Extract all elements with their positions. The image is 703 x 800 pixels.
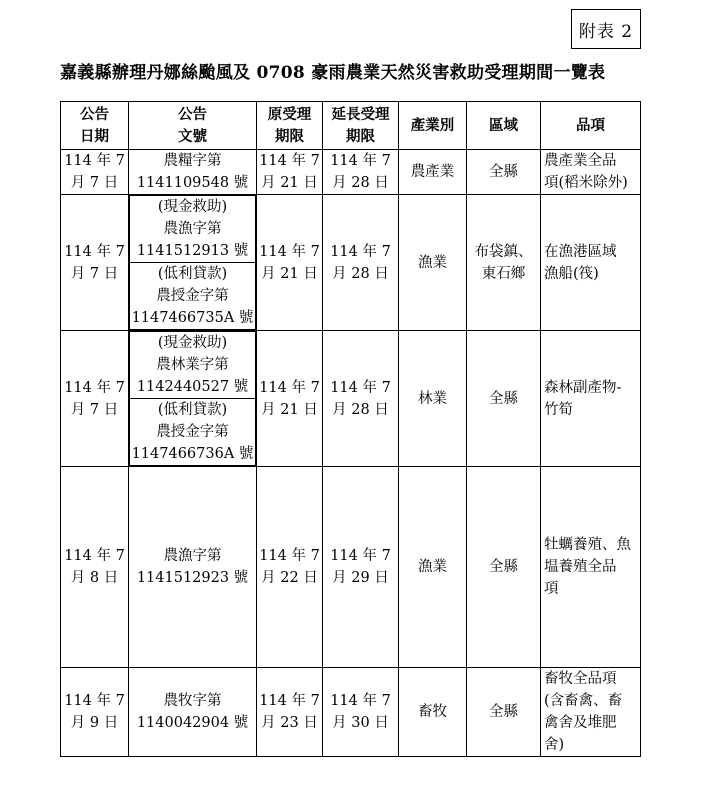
row-date: 114 年 7 月 9 日 (61, 668, 129, 757)
row-industry: 漁業 (399, 467, 467, 668)
row-item: 畜牧全品項 (含畜禽、畜 禽舍及堆肥 舍) (541, 668, 641, 757)
row-doc-split (129, 331, 257, 467)
row-doc: 農糧字第 1141109548 號 (129, 150, 257, 195)
row-date: 114 年 7 月 7 日 (61, 150, 129, 195)
header-date: 公告 日期 (61, 102, 129, 150)
table-row (61, 668, 641, 757)
row-ext-deadline: 114 年 7 月 28 日 (323, 195, 399, 331)
row-date: 114 年 7 月 7 日 (61, 195, 129, 331)
row-ext-deadline: 114 年 7 月 28 日 (323, 150, 399, 195)
row-doc-loan: (低利貸款) 農授金字第 1147466735A 號 (130, 263, 256, 330)
row-item: 在漁港區域 漁船(筏) (541, 195, 641, 331)
header-industry: 產業別 (399, 102, 467, 150)
header-doc: 公告 文號 (129, 102, 257, 150)
row-region: 全縣 (467, 668, 541, 757)
row-industry: 林業 (399, 331, 467, 467)
row-region: 全縣 (467, 467, 541, 668)
header-ext-deadline: 延長受理 期限 (323, 102, 399, 150)
header-item: 品項 (541, 102, 641, 150)
row-date: 114 年 7 月 7 日 (61, 331, 129, 467)
annex-label: 附表 2 (571, 9, 641, 49)
row-ext-deadline: 114 年 7 月 28 日 (323, 331, 399, 467)
row-orig-deadline: 114 年 7 月 22 日 (257, 467, 323, 668)
row-ext-deadline: 114 年 7 月 30 日 (323, 668, 399, 757)
row-orig-deadline: 114 年 7 月 23 日 (257, 668, 323, 757)
row-industry: 漁業 (399, 195, 467, 331)
table-row (61, 195, 641, 331)
row-region: 布袋鎮、 東石鄉 (467, 195, 541, 331)
row-doc: 農漁字第 1141512923 號 (129, 467, 257, 668)
row-doc-cash: (現金救助) 農林業字第 1142440527 號 (130, 332, 256, 399)
document-title: 嘉義縣辦理丹娜絲颱風及 0708 豪雨農業天然災害救助受理期間一覽表 (60, 63, 606, 83)
row-industry: 農產業 (399, 150, 467, 195)
header-row (61, 102, 641, 150)
relief-schedule-table (60, 101, 641, 757)
row-region: 全縣 (467, 150, 541, 195)
row-date: 114 年 7 月 8 日 (61, 467, 129, 668)
table-row (61, 150, 641, 195)
row-industry: 畜牧 (399, 668, 467, 757)
row-region: 全縣 (467, 331, 541, 467)
row-doc-split (129, 195, 257, 331)
row-ext-deadline: 114 年 7 月 29 日 (323, 467, 399, 668)
row-orig-deadline: 114 年 7 月 21 日 (257, 150, 323, 195)
row-orig-deadline: 114 年 7 月 21 日 (257, 331, 323, 467)
row-doc-loan: (低利貸款) 農授金字第 1147466736A 號 (130, 399, 256, 466)
row-item: 森林副產物- 竹筍 (541, 331, 641, 467)
header-region: 區域 (467, 102, 541, 150)
row-doc: 農牧字第 1140042904 號 (129, 668, 257, 757)
header-orig-deadline: 原受理 期限 (257, 102, 323, 150)
row-orig-deadline: 114 年 7 月 21 日 (257, 195, 323, 331)
row-item: 牡蠣養殖、魚 塭養殖全品 項 (541, 467, 641, 668)
row-item: 農產業全品 項(稻米除外) (541, 150, 641, 195)
table-row (61, 467, 641, 668)
row-doc-cash: (現金救助) 農漁字第 1141512913 號 (130, 196, 256, 263)
table-row (61, 331, 641, 467)
